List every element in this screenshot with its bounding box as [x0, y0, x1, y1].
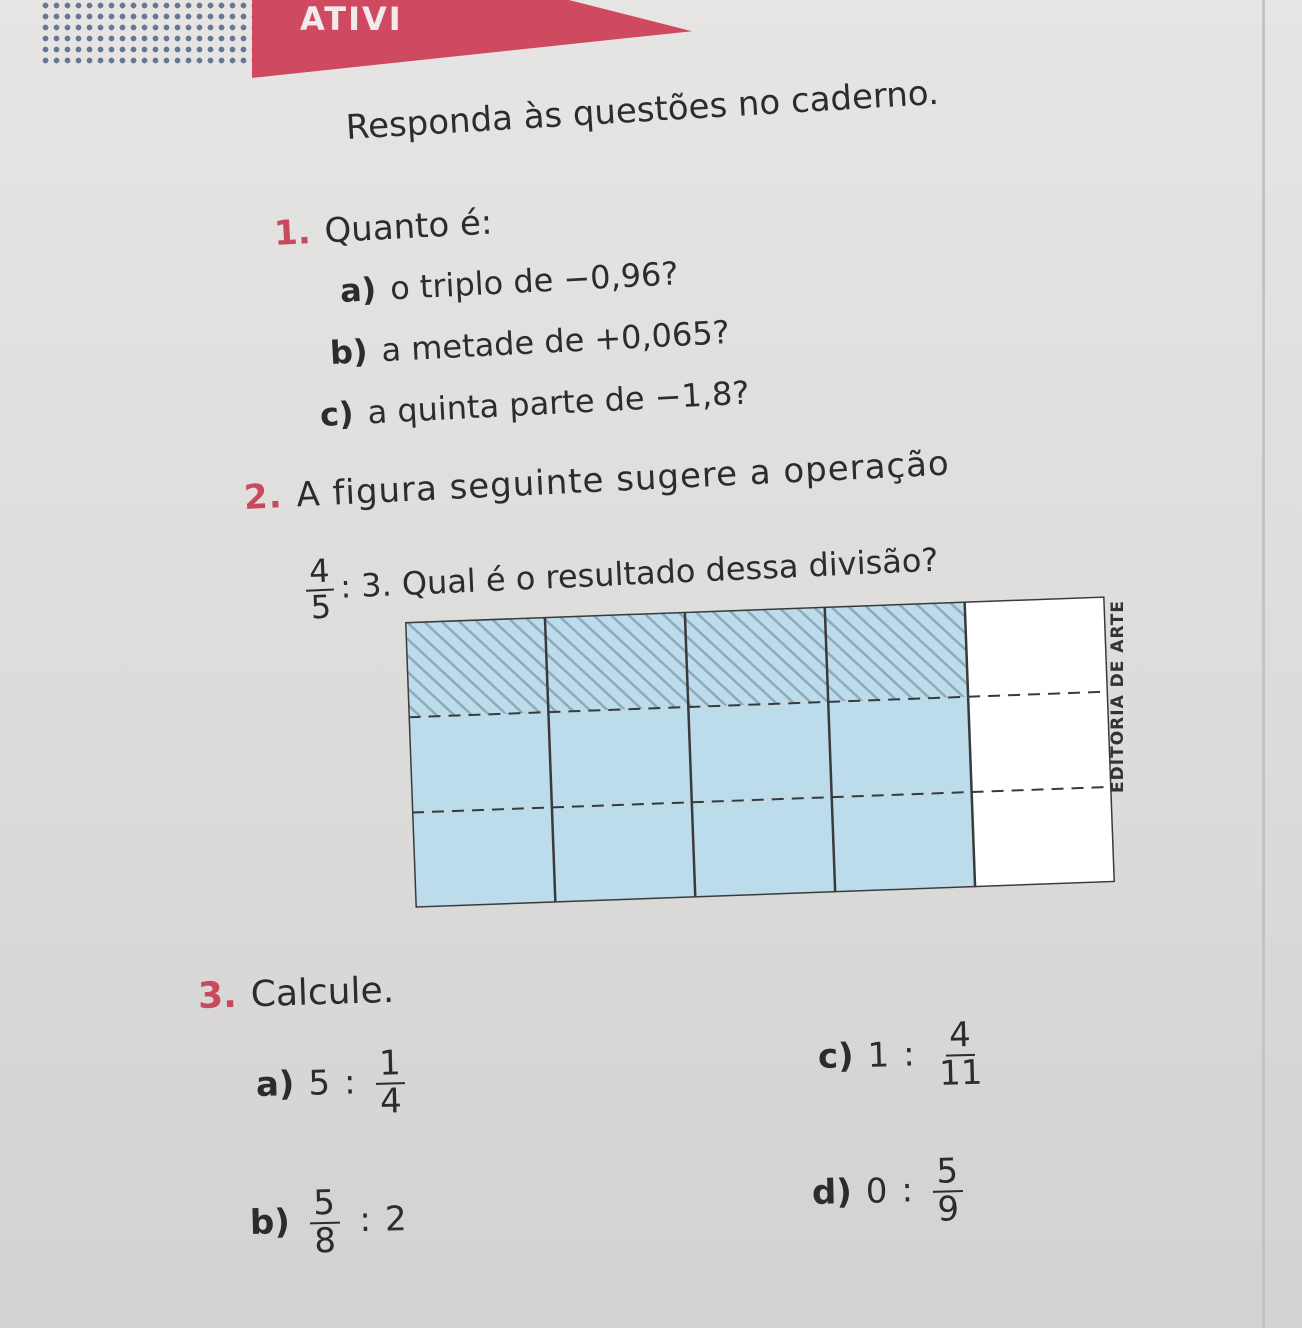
hatched-cell: [825, 601, 968, 701]
shaded-cell: [412, 807, 555, 907]
division-sign: :: [902, 1034, 916, 1075]
page-edge: [1262, 0, 1265, 1328]
division-sign: :: [343, 1062, 357, 1103]
whole-number: 5: [307, 1063, 331, 1104]
shaded-cell: [408, 712, 551, 812]
fraction: [932, 1151, 964, 1230]
q3-item-d: [811, 1151, 970, 1231]
fraction: [304, 551, 335, 627]
item-label: c): [319, 394, 355, 434]
shaded-cell: [548, 707, 691, 807]
image-credit: EDITORIA DE ARTE: [1108, 600, 1128, 793]
hatched-cell: [545, 612, 688, 712]
numerator: 4: [945, 1018, 976, 1056]
question-number: 1.: [272, 212, 312, 254]
fraction-figure: [405, 596, 1115, 907]
fraction: [934, 1015, 987, 1094]
shaded-cell: [688, 702, 831, 802]
shaded-cell: [552, 802, 695, 902]
numerator: 1: [375, 1046, 406, 1084]
banner-title: ATIVI: [300, 0, 403, 38]
empty-cell: [965, 596, 1108, 696]
question-number: 3.: [197, 974, 238, 1017]
q3-item-a: [255, 1043, 412, 1123]
question-stem: Calcule.: [250, 969, 395, 1016]
whole-number: 2: [384, 1199, 408, 1240]
question-text: : 3. Qual é o resultado dessa divisão?: [339, 540, 940, 606]
shaded-cell: [832, 792, 975, 892]
shaded-cell: [692, 797, 835, 897]
item-label: b): [329, 332, 369, 372]
item-label: a): [339, 270, 378, 310]
denominator: 11: [938, 1052, 984, 1094]
halftone-decoration: [40, 0, 260, 64]
numerator: 5: [932, 1154, 963, 1192]
item-label: b): [249, 1202, 291, 1244]
instruction-text: Responda às questões no caderno.: [344, 72, 940, 148]
question-3: [197, 970, 394, 1017]
question-stem: A figura seguinte sugere a operação: [295, 443, 951, 516]
question-stem: Quanto é:: [323, 202, 494, 252]
item-label: a): [255, 1064, 295, 1106]
hatched-cell: [405, 617, 548, 717]
division-sign: :: [358, 1200, 372, 1241]
denominator: 5: [309, 587, 332, 627]
shaded-cell: [828, 697, 971, 797]
item-text: a metade de +0,065?: [380, 313, 731, 370]
q1-item-b: [329, 313, 731, 372]
fraction: [309, 1182, 341, 1262]
item-text: a quinta parte de −1,8?: [366, 373, 751, 432]
division-sign: :: [900, 1170, 914, 1211]
denominator: 9: [936, 1188, 960, 1230]
question-2: [243, 444, 951, 518]
numerator: 5: [309, 1186, 340, 1224]
fraction: [375, 1043, 407, 1122]
empty-cell: [972, 787, 1115, 887]
q3-item-b: [249, 1184, 408, 1261]
question-1: [273, 203, 493, 254]
hatched-cell: [685, 607, 828, 707]
item-text: o triplo de −0,96?: [389, 254, 680, 308]
whole-number: 0: [865, 1171, 888, 1212]
numerator: 4: [304, 554, 334, 591]
figure-cells: [405, 596, 1115, 907]
q1-item-c: [319, 374, 750, 434]
item-label: c): [817, 1036, 855, 1078]
denominator: 8: [313, 1220, 337, 1262]
q1-item-a: [339, 254, 679, 310]
empty-cell: [968, 692, 1111, 792]
item-label: d): [811, 1172, 853, 1214]
question-number: 2.: [243, 476, 284, 518]
whole-number: 1: [867, 1035, 890, 1076]
q3-item-c: [817, 1017, 993, 1095]
denominator: 4: [379, 1080, 403, 1122]
